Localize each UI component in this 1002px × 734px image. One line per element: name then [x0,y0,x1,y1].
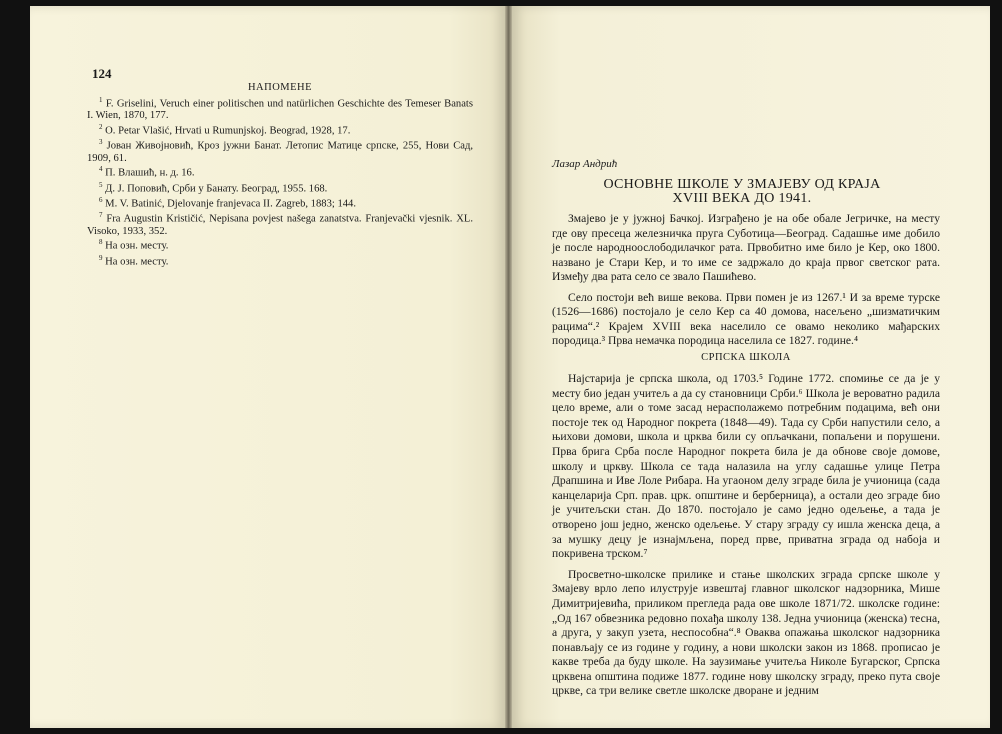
footnote-text: Јован Живојновић, Кроз јужни Банат. Летопис Матице српске, 255, Нови Сад, 1909, 61. [87,140,473,164]
article-title [552,178,932,206]
footnote-number: 7 [99,211,103,220]
footnote [87,210,473,237]
article-author: Лазар Андрић [552,158,618,170]
title-line-2: XVIII ВЕКА ДО 1941. [672,191,812,206]
footnote-number: 2 [99,122,103,131]
section-heading: СРПСКА ШКОЛА [701,352,791,363]
page-number: 124 [92,66,112,81]
footnote-text: На озн. месту. [105,241,169,253]
section-text [552,372,940,705]
paragraph: Просветно-школске прилике и стање школских зграда српске школе у Змајеву врло лепо илуструје извештај главног школског надзорника, Мише Димитријевића, приликом прегледа рада ове школе 1871/72. школске године: „Од 167 обвезника редовно похађа школу 138. Једна учионица (женска) тесна, а друга, у закуп узета, неспособна“.⁸ Оваква опажања школског надзорника понављају се из године у годину, а нови школски закон из 1868. прописао је какве треба да буду школе. На заузимање учитеља Николе Бугарског, Српска црквена општина подиже 1877. године нову школску зграду, преко пута своје цркве, са три велике светле школске дворане и једним [552,567,940,698]
intro-text [552,212,940,355]
book-gutter [505,6,512,728]
footnote [87,137,473,164]
footnote [87,95,473,122]
footnote-number: 9 [99,253,103,262]
footnote-text: Д. Ј. Поповић, Срби у Банату. Београд, 1955. 168. [105,183,328,195]
footnote-text: F. Griselini, Veruch einer politischen und natürlichen Geschichte des Temeser Banats I. Wien, 1870, 177. [87,98,473,122]
paragraph: Најстарија је српска школа, од 1703.⁵ Године 1772. спомиње се да је у месту био један учитељ а да су становници Срби.⁶ Школа је вероватно радила цело време, али о томе засад нерасполажемо потребним подацима, већ они постоје тек од Народног покрета (1848—49). Тада су Срби напустили село, а њихови домови, школа и црква били су опљачкани, попаљени и порушени. Прва брига Срба после Народног покрета била је да обнове своје домове, школу и цркву. Школа се тада налазила на углу садашње улице Петра Драпшина и Иве Лоле Рибара. На угаоном делу зграде била је учионица (сада канцеларија Срп. прав. црк. општине и берберница), а остали део зграде био је учитељски стан. До 1870. постојало је само једно одељење, а тада је отворено још једно, женско одељење. У стару зграду су ишла женска деца, а за мушку децу је изнајмљена, поред прве, приватна зграда од набоја и покривена трском.⁷ [552,372,940,561]
title-line-1: ОСНОВНЕ ШКОЛЕ У ЗМАЈЕВУ ОД КРАЈА [603,177,881,192]
notes-section [87,82,473,268]
show-through-text [87,238,482,658]
right-page [512,6,990,728]
paragraph: Село постоји већ више векова. Први помен је из 1267.¹ И за време турске (1526—1686) постојало је село Кер са 40 домова, насељено „шизматичким рацима“.² Крајем XVIII века населило се овамо неколико мађарских породица.³ Прва немачка породица населила се 1827. године.⁴ [552,290,940,347]
footnote-text: П. Влашић, н. д. 16. [105,167,195,179]
footnote [87,195,473,210]
footnote [87,253,473,268]
notes-heading: НАПОМЕНЕ [247,82,313,93]
footnote-text: O. Petar Vlašić, Hrvati u Rumunjskoj. Beograd, 1928, 17. [105,125,351,137]
footnote [87,122,473,137]
footnote-text: Fra Augustin Krističić, Nepisana povjest našega zanatstva. Franjevački vjesnik. XL. Visoko, 1933, 352. [87,213,473,237]
footnote-number: 3 [99,138,103,147]
footnote-number: 4 [99,165,103,174]
footnote-number: 1 [99,95,103,104]
footnote-text: M. V. Batinić, Djelovanje franjevaca II. Zagreb, 1883; 144. [105,198,356,210]
paragraph: Змајево је у јужној Бачкој. Изграђено је на обе обале Јегричке, на месту где ову пресеца железничка пруга Суботица—Београд. Садашње име добило је после народноослободилачког рата. Првобитно име било је Кер, око 1800. названо је Стари Кер, и то име се задржало до краја првог светског рата. Између два рата село се звало Пашићево. [552,212,940,283]
footnote-number: 6 [99,196,103,205]
footnote [87,180,473,195]
footnote-number: 5 [99,180,103,189]
footnote-text: На озн. месту. [105,256,169,268]
footnote-number: 8 [99,238,103,247]
footnote [87,164,473,179]
footnote [87,237,473,252]
show-through-text [540,76,960,166]
notes-list [87,95,473,268]
left-page [30,6,505,728]
